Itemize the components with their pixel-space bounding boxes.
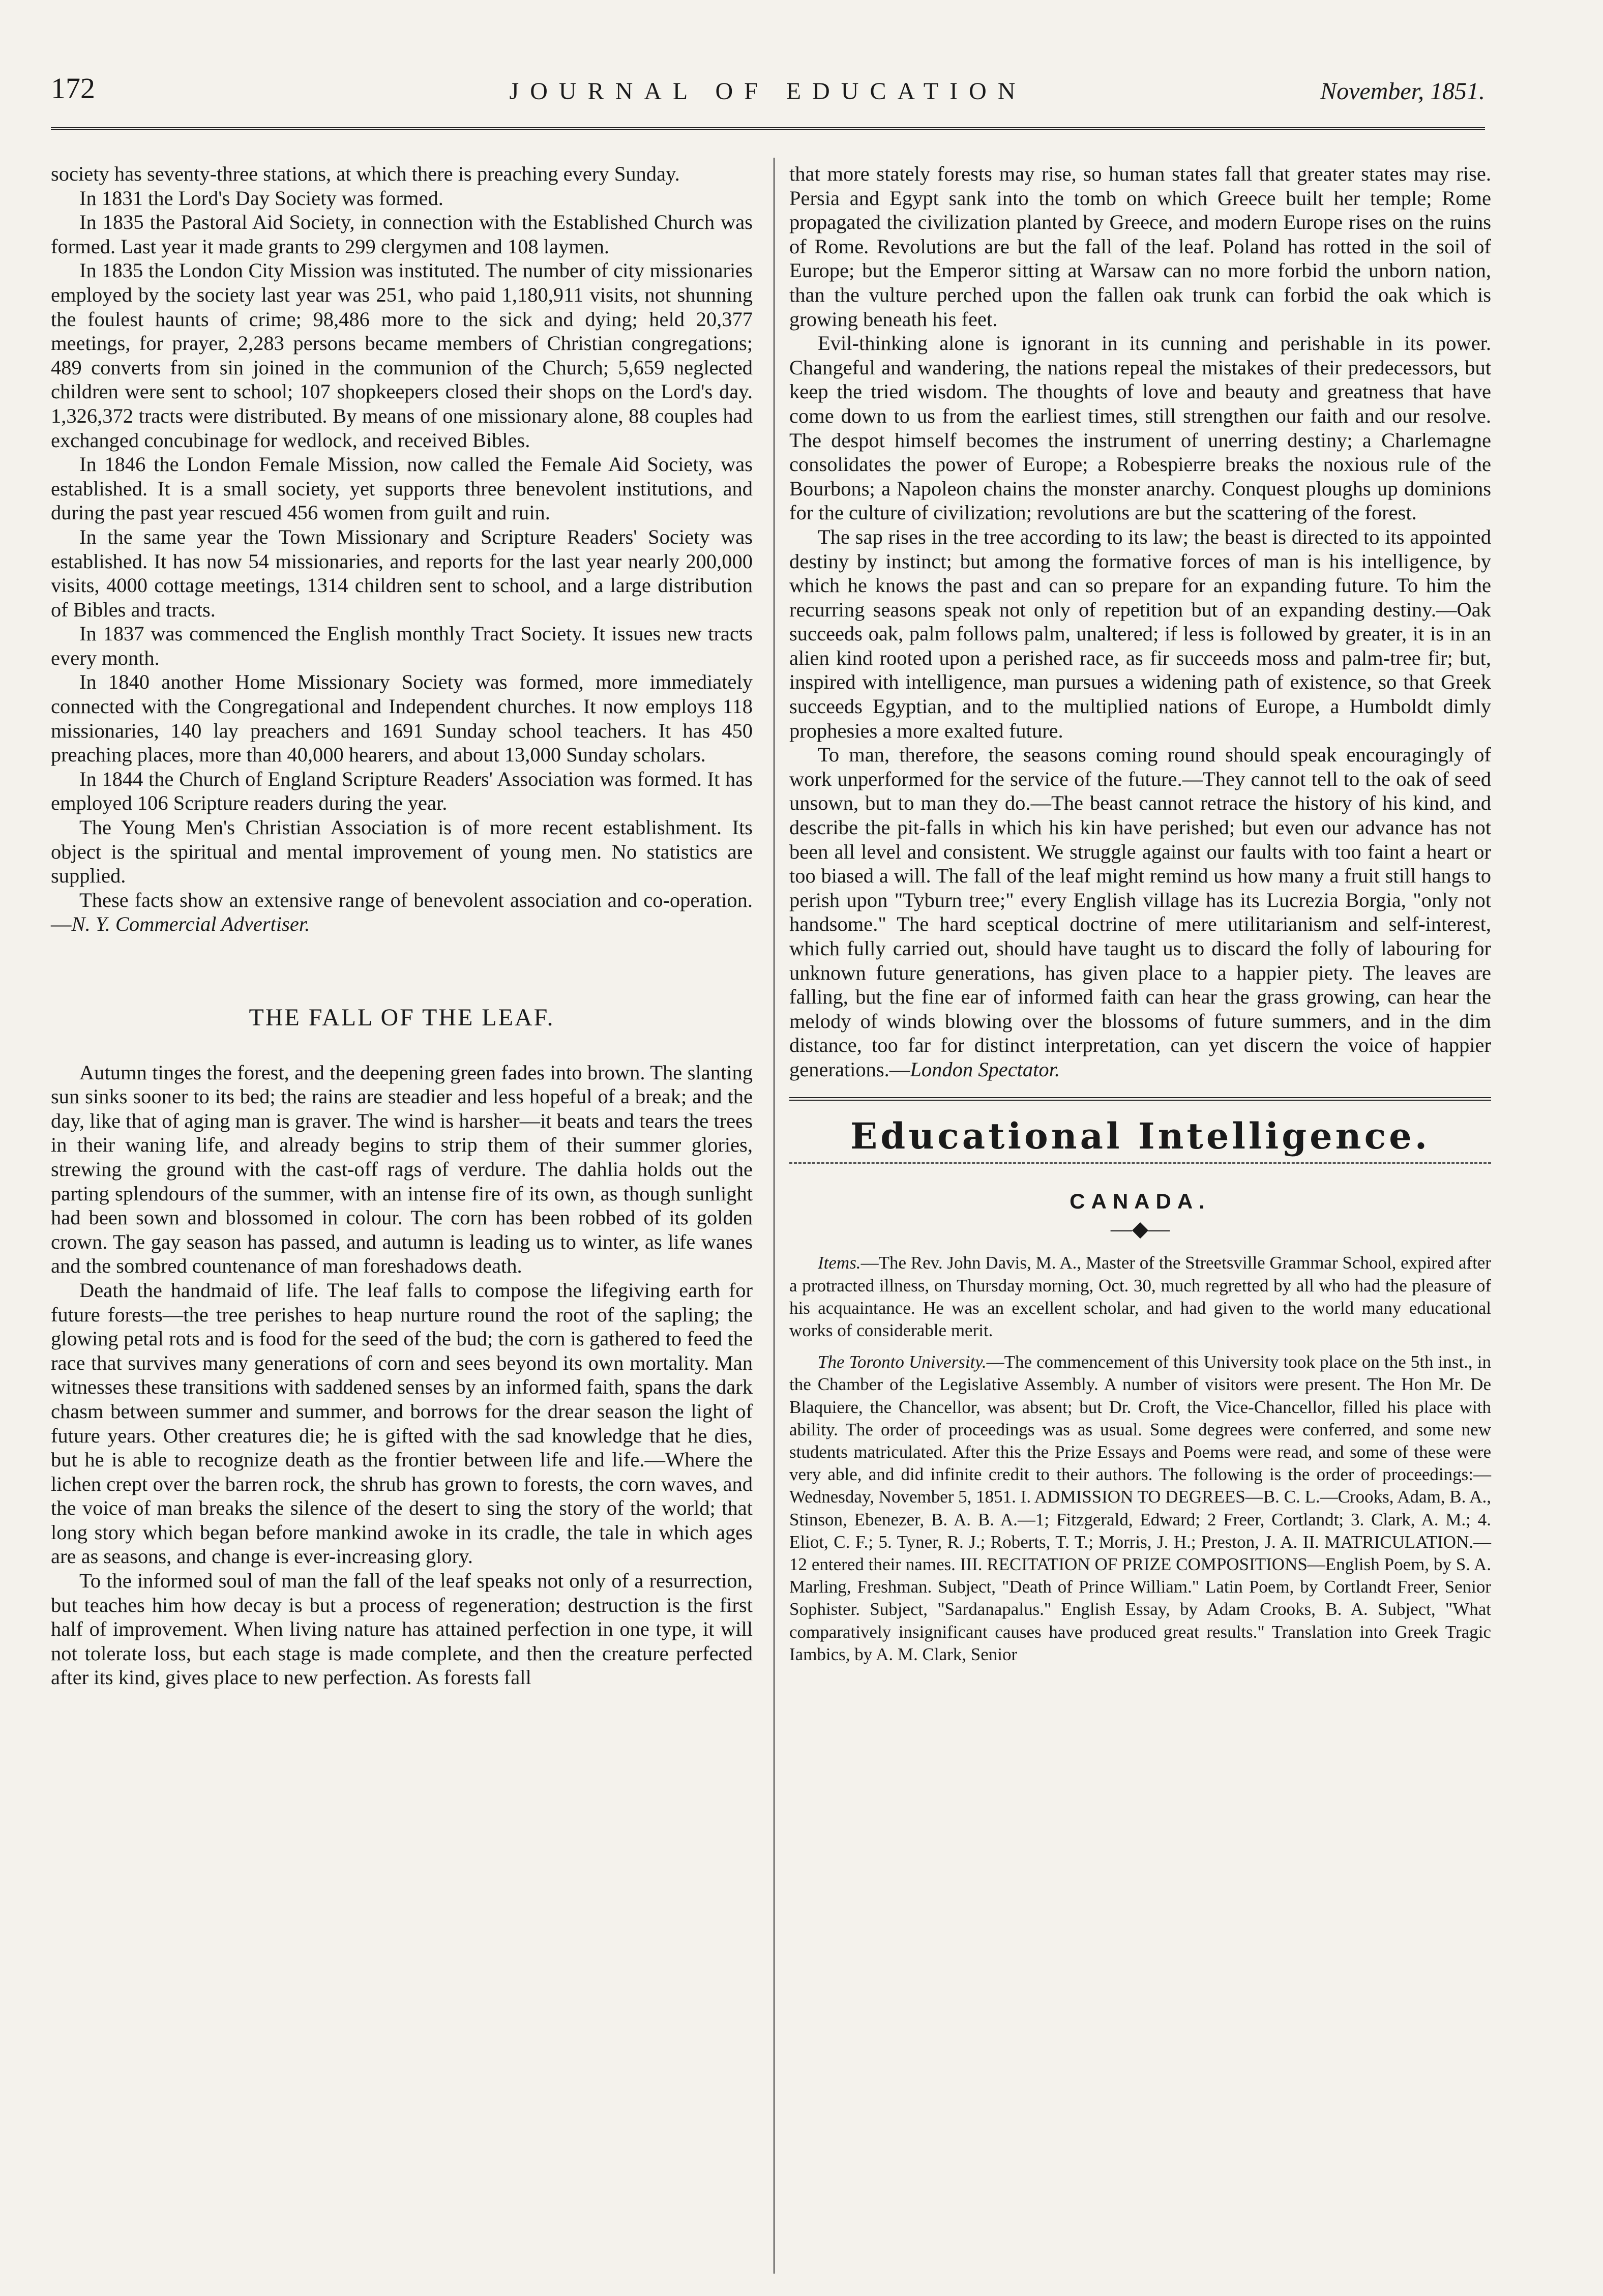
page-number: 172	[51, 72, 95, 105]
paragraph: In 1840 another Home Missionary Society was formed, more immediately connected with the Congregational and Independent churches. It now employs 118 missionaries, 140 lay preachers and 1691 Sunday school teachers. It has 450 preaching places, more than 40,000 hearers, and about 13,000 Sunday scholars.	[51, 670, 753, 767]
column-divider	[774, 158, 775, 2274]
left-column	[51, 162, 753, 1690]
page-header	[51, 71, 1485, 127]
source-citation: London Spectator.	[910, 1057, 1060, 1081]
right-column	[789, 162, 1491, 1675]
paragraph: The sap rises in the tree according to its law; the beast is directed to its appointed destiny by instinct; but among the formative forces of man is his intelligence, by which he knows the past and can so prepare for an expanding future. To him the recurring seasons speak not only of repetition but of an expanding destiny.—Oak succeeds oak, palm follows palm, unaltered; if less is followed by greater, it is in an alien kind rooted upon a perished race, as fir succeeds moss and palm-tree fir; but, inspired with intelligence, man pursues a widening path of existence, so that Greek succeeds Egyptian, and to the multiplied nations of Europe, a Humboldt dimly prophesies a more exalted future.	[789, 525, 1491, 742]
article-paragraph: Autumn tinges the forest, and the deepening green fades into brown. The slanting sun sinks sooner to its bed; the rains are steadier and less hopeful of a break; and the day, like that of aging man is graver. The wind is harsher—it beats and tears the trees in their waning life, and already begins to strip them of their summer glories, strewing the ground with the cast-off rags of verdure. The dahlia holds out the parting splendours of the summer, with an intense fire of its own, as though sunlight had been sown and blossomed in colour. The corn has been robbed of its golden crown. The gay season has passed, and autumn is leading us to winter, as life wanes and the sombred countenance of man foreshadows death.	[51, 1061, 753, 1278]
news-item	[789, 1252, 1491, 1342]
article-paragraph: To the informed soul of man the fall of the leaf speaks not only of a resurrection, but teaches him how decay is but a process of regeneration; destruction is the first half of improvement. When living nature has attained perfection in one type, it will not tolerate loss, but each stage is made complete, and then the creature perfected after its kind, gives place to new perfection. As forests fall	[51, 1569, 753, 1689]
article-title: THE FALL OF THE LEAF.	[249, 1004, 555, 1031]
closing-text: These facts show an extensive range of benevolent association and co-operation.—	[51, 888, 753, 936]
item-label: The Toronto University.	[818, 1352, 987, 1372]
header-rule	[51, 127, 1485, 130]
item-label: Items.	[818, 1253, 861, 1273]
journal-title: JOURNAL OF EDUCATION	[509, 78, 1027, 105]
paragraph: In 1846 the London Female Mission, now called the Female Aid Society, was established. It is a small society, yet supports three benevolent institutions, and during the past year rescued 456 women from guilt and ruin.	[51, 453, 753, 524]
paragraph: In 1835 the London City Mission was instituted. The number of city missionaries employed by the society last year was 251, who paid 1,180,911 visits, not shunning the foulest haunts of crime; 98,486 more to the sick and dying; held 20,377 meetings, for prayer, 2,283 persons became members of Christian congregations; 489 converts from sin joined in the communion of the Church; 5,659 neglected children were sent to school; 107 shopkeepers closed their shops on the Lord's day. 1,326,372 tracts were distributed. By means of one missionary alone, 88 couples had exchanged concubinage for wedlock, and received Bibles.	[51, 259, 753, 452]
source-citation: N. Y. Commercial Advertiser.	[71, 912, 310, 936]
article-paragraph: Death the handmaid of life. The leaf falls to compose the lifegiving earth for future forests—the tree perishes to heap nurture round the root of the sapling; the glowing petal rots and is food for the seed of the bud; the corn is gathered to feed the race that survives many generations of corn and sees beyond its own mortality. Man witnesses these transitions with saddened senses by an informed faith, spans the dark chasm between summer and summer, and borrows for the drear season the light of future years. Other creatures die; he is gifted with the sad knowledge that he dies, but he is able to recognize death as the frontier between life and life.—Where the lichen crept over the barren rock, the shrub has grown to forests, the corn waves, and the voice of man breaks the silence of the desert to sing the story of the world; that long story which began before mankind awoke in its cradle, the tale in which ages are as seasons, and change is ever-increasing glory.	[51, 1278, 753, 1568]
issue-date: November, 1851.	[1320, 78, 1485, 105]
item-text: —The commencement of this University took place on the 5th inst., in the Chamber of the Legislative Assembly. A number of visitors were present. The Hon Mr. De Blaquiere, the Chancellor, was absent; but Dr. Croft, the Vice-Chancellor, filled his place with ability. The order of proceedings was as usual. Some degrees were conferred, and some new students matriculated. After this the Prize Essays and Poems were read, and some of these were very able, and did infinite credit to their authors. The following is the order of proceedings:—Wednesday, November 5, 1851. I. ADMISSION TO DEGREES—B. C. L.—Crooks, Adam, B. A., Stinson, Ebenezer, B. A. B. A.—1; Fitzgerald, Edward; 2 Freer, Cortlandt; 3. Clark, A. M.; 4. Eliot, C. F.; 5. Tyner, R. J.; Roberts, T. T.; Morris, J. H.; Preston, J. A. II. MATRICULATION.—12 entered their names. III. RECITATION OF PRIZE COMPOSITIONS—English Poem, by S. A. Marling, Freshman. Subject, "Death of Prince William." Latin Poem, by Cortlandt Freer, Senior Sophister. Subject, "Sardanapalus." English Essay, by Adam Crooks, B. A. Subject, "What comparatively insignificant causes have produced great results." Translation into Greek Tragic Iambics, by A. M. Clark, Senior	[789, 1352, 1491, 1664]
paragraph: In 1831 the Lord's Day Society was formed.	[79, 186, 443, 210]
paragraph-text: To man, therefore, the seasons coming round should speak encouragingly of work unperformed for the service of the future.—They cannot tell to the oak of seed unsown, but to man they do.—The beast cannot retrace the history of his kind, and describe the pit-falls in which his kin have perished; but even our advance has not been all level and consistent. We struggle against our faults with too faint a heart or too biased a will. The fall of the leaf might remind us how many a fruit still hangs to perish upon "Tyburn tree;" every English village has its Lucrezia Borgia, "only not handsome." The hard sceptical doctrine of mere utilitarianism and self-interest, which fully carried out, should have taught us to discard the folly of labouring for unknown future generations, has given place to a happier piety. The leaves are falling, but the fine ear of informed faith can hear the grass growing, can hear the melody of winds blowing over the blossoms of future summers, and in the dim distance, too far for distinct interpretation, can yet discern the voice of happier generations.—	[789, 743, 1491, 1081]
news-item	[789, 1351, 1491, 1666]
paragraph: In 1844 the Church of England Scripture Readers' Association was formed. It has employed 106 Scripture readers during the year.	[51, 767, 753, 815]
paragraph: In the same year the Town Missionary and Scripture Readers' Society was established. It has now 54 missionaries, and reports for the last year nearly 200,000 visits, 4000 cottage meetings, 1314 children sent to school, and a large distribution of Bibles and tracts.	[51, 525, 753, 621]
section-heading: Educational Intelligence.	[850, 1114, 1431, 1157]
item-text: —The Rev. John Davis, M. A., Master of the Streetsville Grammar School, expired after a protracted illness, on Thursday morning, Oct. 30, much regretted by all who had the pleasure of his acquaintance. He was an excellent scholar, and had given to the world many educational works of considerable merit.	[789, 1253, 1491, 1340]
paragraph: In 1835 the Pastoral Aid Society, in connection with the Established Church was formed. Last year it made grants to 299 clergymen and 108 laymen.	[51, 211, 753, 258]
paragraph: Evil-thinking alone is ignorant in its cunning and perishable in its power. Changeful and wandering, the nations repeal the mistakes of their predecessors, but keep the tried wisdom. The thoughts of love and beauty and greatness that have come down to us from the earliest times, still strengthen our faith and our resolve. The despot himself becomes the instrument of unerring destiny; a Charlemagne consolidates the power of Europe; a Robespierre breaks the noxious rule of the Bourbons; a Napoleon chains the monster anarchy. Conquest ploughs up dominions for the culture of civilization; revolutions are but the scattering of the forest.	[789, 332, 1491, 524]
paragraph: In 1837 was commenced the English monthly Tract Society. It issues new tracts every month.	[51, 622, 753, 669]
ornament-divider: —◆—	[1110, 1217, 1170, 1241]
paragraph: that more stately forests may rise, so human states fall that greater states may rise. Persia and Egypt sank into the tomb on which Greece built her temple; Rome propagated the civilization planted by Greece, and modern Europe rises on the ruins of Rome. Revolutions are but the fall of the leaf. Poland has rotted in the soil of Europe; but the Emperor sitting at Warsaw can no more forbid the unborn nation, than the vulture perched upon the fallen oak trunk can forbid the oak which is growing beneath his feet.	[789, 162, 1491, 331]
paragraph	[789, 743, 1491, 1081]
section-divider	[789, 1162, 1491, 1164]
paragraph: The Young Men's Christian Association is of more recent establishment. Its object is the spiritual and mental improvement of young men. No statistics are supplied.	[51, 816, 753, 888]
subheading: CANADA.	[1070, 1189, 1211, 1214]
closing-paragraph	[51, 888, 753, 936]
section-rule	[789, 1097, 1491, 1101]
news-items	[789, 1252, 1491, 1666]
paragraph: society has seventy-three stations, at which there is preaching every Sunday.	[51, 162, 680, 185]
